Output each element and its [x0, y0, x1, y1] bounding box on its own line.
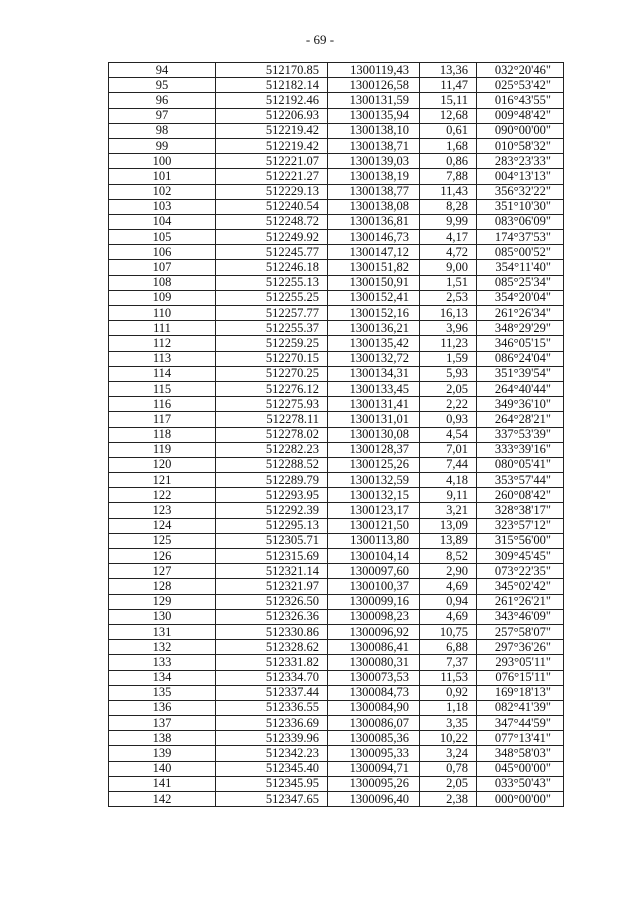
- distance-cell: 2,05: [420, 776, 477, 791]
- bearing-cell: 354°20'04": [477, 290, 564, 305]
- x-coordinate-cell: 512326.36: [216, 609, 328, 624]
- x-coordinate-cell: 512240.54: [216, 199, 328, 214]
- distance-cell: 6,88: [420, 640, 477, 655]
- point-number-cell: 98: [109, 123, 216, 138]
- distance-cell: 9,11: [420, 488, 477, 503]
- table-row: [109, 579, 564, 594]
- y-coordinate-cell: 1300131,59: [328, 93, 420, 108]
- point-number-cell: 114: [109, 366, 216, 381]
- x-coordinate-cell: 512245.77: [216, 245, 328, 260]
- bearing-cell: 257°58'07": [477, 624, 564, 639]
- table-row: [109, 792, 564, 807]
- table-row: [109, 761, 564, 776]
- table-row: [109, 533, 564, 548]
- x-coordinate-cell: 512321.14: [216, 564, 328, 579]
- table-row: [109, 488, 564, 503]
- point-number-cell: 142: [109, 792, 216, 807]
- point-number-cell: 118: [109, 427, 216, 442]
- point-number-cell: 110: [109, 306, 216, 321]
- bearing-cell: 293°05'11": [477, 655, 564, 670]
- distance-cell: 13,89: [420, 533, 477, 548]
- distance-cell: 3,96: [420, 321, 477, 336]
- distance-cell: 4,18: [420, 473, 477, 488]
- distance-cell: 13,36: [420, 63, 477, 78]
- distance-cell: 3,21: [420, 503, 477, 518]
- bearing-cell: 025°53'42": [477, 78, 564, 93]
- bearing-cell: 261°26'34": [477, 306, 564, 321]
- x-coordinate-cell: 512342.23: [216, 746, 328, 761]
- bearing-cell: 073°22'35": [477, 564, 564, 579]
- table-row: [109, 564, 564, 579]
- table-row: [109, 366, 564, 381]
- table-row: [109, 381, 564, 396]
- y-coordinate-cell: 1300096,92: [328, 624, 420, 639]
- table-row: [109, 655, 564, 670]
- bearing-cell: 264°40'44": [477, 381, 564, 396]
- y-coordinate-cell: 1300128,37: [328, 442, 420, 457]
- point-number-cell: 117: [109, 412, 216, 427]
- table-row: [109, 169, 564, 184]
- table-row: [109, 457, 564, 472]
- point-number-cell: 141: [109, 776, 216, 791]
- bearing-cell: 076°15'11": [477, 670, 564, 685]
- bearing-cell: 349°36'10": [477, 397, 564, 412]
- x-coordinate-cell: 512336.69: [216, 716, 328, 731]
- distance-cell: 7,44: [420, 457, 477, 472]
- y-coordinate-cell: 1300147,12: [328, 245, 420, 260]
- bearing-cell: 260°08'42": [477, 488, 564, 503]
- bearing-cell: 004°13'13": [477, 169, 564, 184]
- bearing-cell: 169°18'13": [477, 685, 564, 700]
- y-coordinate-cell: 1300136,21: [328, 321, 420, 336]
- table-row: [109, 230, 564, 245]
- table-row: [109, 503, 564, 518]
- distance-cell: 2,05: [420, 381, 477, 396]
- x-coordinate-cell: 512293.95: [216, 488, 328, 503]
- x-coordinate-cell: 512192.46: [216, 93, 328, 108]
- distance-cell: 7,37: [420, 655, 477, 670]
- bearing-cell: 354°11'40": [477, 260, 564, 275]
- distance-cell: 0,78: [420, 761, 477, 776]
- bearing-cell: 356°32'22": [477, 184, 564, 199]
- y-coordinate-cell: 1300094,71: [328, 761, 420, 776]
- bearing-cell: 309°45'45": [477, 549, 564, 564]
- point-number-cell: 122: [109, 488, 216, 503]
- table-row: [109, 442, 564, 457]
- y-coordinate-cell: 1300104,14: [328, 549, 420, 564]
- bearing-cell: 045°00'00": [477, 761, 564, 776]
- distance-cell: 8,52: [420, 549, 477, 564]
- bearing-cell: 343°46'09": [477, 609, 564, 624]
- point-number-cell: 131: [109, 624, 216, 639]
- point-number-cell: 107: [109, 260, 216, 275]
- table-row: [109, 78, 564, 93]
- point-number-cell: 133: [109, 655, 216, 670]
- point-number-cell: 103: [109, 199, 216, 214]
- x-coordinate-cell: 512315.69: [216, 549, 328, 564]
- point-number-cell: 138: [109, 731, 216, 746]
- table-row: [109, 351, 564, 366]
- y-coordinate-cell: 1300095,26: [328, 776, 420, 791]
- x-coordinate-cell: 512339.96: [216, 731, 328, 746]
- y-coordinate-cell: 1300138,19: [328, 169, 420, 184]
- y-coordinate-cell: 1300086,41: [328, 640, 420, 655]
- distance-cell: 9,99: [420, 214, 477, 229]
- distance-cell: 10,75: [420, 624, 477, 639]
- table-row: [109, 93, 564, 108]
- x-coordinate-cell: 512275.93: [216, 397, 328, 412]
- x-coordinate-cell: 512255.25: [216, 290, 328, 305]
- bearing-cell: 345°02'42": [477, 579, 564, 594]
- x-coordinate-cell: 512282.23: [216, 442, 328, 457]
- bearing-cell: 085°00'52": [477, 245, 564, 260]
- x-coordinate-cell: 512278.02: [216, 427, 328, 442]
- distance-cell: 2,53: [420, 290, 477, 305]
- distance-cell: 1,68: [420, 138, 477, 153]
- point-number-cell: 102: [109, 184, 216, 199]
- table-row: [109, 609, 564, 624]
- table-row: [109, 154, 564, 169]
- point-number-cell: 101: [109, 169, 216, 184]
- x-coordinate-cell: 512219.42: [216, 138, 328, 153]
- y-coordinate-cell: 1300130,08: [328, 427, 420, 442]
- point-number-cell: 140: [109, 761, 216, 776]
- x-coordinate-cell: 512221.27: [216, 169, 328, 184]
- point-number-cell: 113: [109, 351, 216, 366]
- point-number-cell: 120: [109, 457, 216, 472]
- table-row: [109, 184, 564, 199]
- y-coordinate-cell: 1300132,72: [328, 351, 420, 366]
- table-row: [109, 397, 564, 412]
- bearing-cell: 016°43'55": [477, 93, 564, 108]
- bearing-cell: 264°28'21": [477, 412, 564, 427]
- table-row: [109, 63, 564, 78]
- bearing-cell: 333°39'16": [477, 442, 564, 457]
- x-coordinate-cell: 512206.93: [216, 108, 328, 123]
- table-row: [109, 776, 564, 791]
- x-coordinate-cell: 512170.85: [216, 63, 328, 78]
- y-coordinate-cell: 1300098,23: [328, 609, 420, 624]
- y-coordinate-cell: 1300097,60: [328, 564, 420, 579]
- x-coordinate-cell: 512292.39: [216, 503, 328, 518]
- point-number-cell: 112: [109, 336, 216, 351]
- point-number-cell: 125: [109, 533, 216, 548]
- point-number-cell: 109: [109, 290, 216, 305]
- distance-cell: 13,09: [420, 518, 477, 533]
- x-coordinate-cell: 512345.95: [216, 776, 328, 791]
- distance-cell: 0,94: [420, 594, 477, 609]
- x-coordinate-cell: 512182.14: [216, 78, 328, 93]
- distance-cell: 7,88: [420, 169, 477, 184]
- distance-cell: 4,54: [420, 427, 477, 442]
- x-coordinate-cell: 512255.13: [216, 275, 328, 290]
- point-number-cell: 96: [109, 93, 216, 108]
- table-row: [109, 427, 564, 442]
- distance-cell: 3,24: [420, 746, 477, 761]
- distance-cell: 11,43: [420, 184, 477, 199]
- y-coordinate-cell: 1300123,17: [328, 503, 420, 518]
- table-row: [109, 670, 564, 685]
- table-row: [109, 321, 564, 336]
- y-coordinate-cell: 1300113,80: [328, 533, 420, 548]
- point-number-cell: 116: [109, 397, 216, 412]
- distance-cell: 3,35: [420, 716, 477, 731]
- table-row: [109, 518, 564, 533]
- bearing-cell: 261°26'21": [477, 594, 564, 609]
- distance-cell: 0,93: [420, 412, 477, 427]
- bearing-cell: 077°13'41": [477, 731, 564, 746]
- bearing-cell: 085°25'34": [477, 275, 564, 290]
- distance-cell: 5,93: [420, 366, 477, 381]
- point-number-cell: 123: [109, 503, 216, 518]
- table-row: [109, 138, 564, 153]
- table-row: [109, 685, 564, 700]
- point-number-cell: 134: [109, 670, 216, 685]
- y-coordinate-cell: 1300085,36: [328, 731, 420, 746]
- table-row: [109, 746, 564, 761]
- point-number-cell: 126: [109, 549, 216, 564]
- table-row: [109, 260, 564, 275]
- x-coordinate-cell: 512249.92: [216, 230, 328, 245]
- x-coordinate-cell: 512347.65: [216, 792, 328, 807]
- point-number-cell: 130: [109, 609, 216, 624]
- y-coordinate-cell: 1300131,41: [328, 397, 420, 412]
- table-row: [109, 306, 564, 321]
- y-coordinate-cell: 1300080,31: [328, 655, 420, 670]
- x-coordinate-cell: 512278.11: [216, 412, 328, 427]
- bearing-cell: 348°58'03": [477, 746, 564, 761]
- bearing-cell: 032°20'46": [477, 63, 564, 78]
- point-number-cell: 100: [109, 154, 216, 169]
- point-number-cell: 128: [109, 579, 216, 594]
- y-coordinate-cell: 1300073,53: [328, 670, 420, 685]
- bearing-cell: 353°57'44": [477, 473, 564, 488]
- y-coordinate-cell: 1300095,33: [328, 746, 420, 761]
- x-coordinate-cell: 512289.79: [216, 473, 328, 488]
- table-row: [109, 108, 564, 123]
- x-coordinate-cell: 512229.13: [216, 184, 328, 199]
- point-number-cell: 104: [109, 214, 216, 229]
- distance-cell: 11,47: [420, 78, 477, 93]
- distance-cell: 7,01: [420, 442, 477, 457]
- x-coordinate-cell: 512255.37: [216, 321, 328, 336]
- bearing-cell: 351°10'30": [477, 199, 564, 214]
- x-coordinate-cell: 512259.25: [216, 336, 328, 351]
- distance-cell: 0,92: [420, 685, 477, 700]
- x-coordinate-cell: 512295.13: [216, 518, 328, 533]
- y-coordinate-cell: 1300086,07: [328, 716, 420, 731]
- point-number-cell: 111: [109, 321, 216, 336]
- bearing-cell: 323°57'12": [477, 518, 564, 533]
- x-coordinate-cell: 512345.40: [216, 761, 328, 776]
- y-coordinate-cell: 1300119,43: [328, 63, 420, 78]
- bearing-cell: 283°23'33": [477, 154, 564, 169]
- table-row: [109, 640, 564, 655]
- bearing-cell: 351°39'54": [477, 366, 564, 381]
- table-row: [109, 700, 564, 715]
- coordinates-table: [108, 62, 564, 807]
- x-coordinate-cell: 512326.50: [216, 594, 328, 609]
- table-row: [109, 624, 564, 639]
- y-coordinate-cell: 1300084,73: [328, 685, 420, 700]
- x-coordinate-cell: 512330.86: [216, 624, 328, 639]
- y-coordinate-cell: 1300150,91: [328, 275, 420, 290]
- y-coordinate-cell: 1300132,59: [328, 473, 420, 488]
- y-coordinate-cell: 1300099,16: [328, 594, 420, 609]
- point-number-cell: 99: [109, 138, 216, 153]
- x-coordinate-cell: 512270.25: [216, 366, 328, 381]
- point-number-cell: 136: [109, 700, 216, 715]
- x-coordinate-cell: 512321.97: [216, 579, 328, 594]
- x-coordinate-cell: 512257.77: [216, 306, 328, 321]
- table-row: [109, 245, 564, 260]
- x-coordinate-cell: 512334.70: [216, 670, 328, 685]
- y-coordinate-cell: 1300135,42: [328, 336, 420, 351]
- table-row: [109, 336, 564, 351]
- point-number-cell: 132: [109, 640, 216, 655]
- table-row: [109, 549, 564, 564]
- y-coordinate-cell: 1300138,10: [328, 123, 420, 138]
- bearing-cell: 010°58'32": [477, 138, 564, 153]
- x-coordinate-cell: 512221.07: [216, 154, 328, 169]
- distance-cell: 11,23: [420, 336, 477, 351]
- point-number-cell: 127: [109, 564, 216, 579]
- point-number-cell: 121: [109, 473, 216, 488]
- distance-cell: 10,22: [420, 731, 477, 746]
- x-coordinate-cell: 512246.18: [216, 260, 328, 275]
- distance-cell: 16,13: [420, 306, 477, 321]
- table-row: [109, 594, 564, 609]
- x-coordinate-cell: 512328.62: [216, 640, 328, 655]
- y-coordinate-cell: 1300096,40: [328, 792, 420, 807]
- y-coordinate-cell: 1300134,31: [328, 366, 420, 381]
- distance-cell: 9,00: [420, 260, 477, 275]
- point-number-cell: 105: [109, 230, 216, 245]
- y-coordinate-cell: 1300152,16: [328, 306, 420, 321]
- distance-cell: 2,90: [420, 564, 477, 579]
- table-row: [109, 412, 564, 427]
- bearing-cell: 346°05'15": [477, 336, 564, 351]
- distance-cell: 4,17: [420, 230, 477, 245]
- distance-cell: 2,22: [420, 397, 477, 412]
- distance-cell: 4,69: [420, 609, 477, 624]
- bearing-cell: 348°29'29": [477, 321, 564, 336]
- y-coordinate-cell: 1300121,50: [328, 518, 420, 533]
- y-coordinate-cell: 1300125,26: [328, 457, 420, 472]
- x-coordinate-cell: 512336.55: [216, 700, 328, 715]
- bearing-cell: 315°56'00": [477, 533, 564, 548]
- bearing-cell: 086°24'04": [477, 351, 564, 366]
- y-coordinate-cell: 1300138,77: [328, 184, 420, 199]
- distance-cell: 0,86: [420, 154, 477, 169]
- y-coordinate-cell: 1300146,73: [328, 230, 420, 245]
- distance-cell: 2,38: [420, 792, 477, 807]
- distance-cell: 12,68: [420, 108, 477, 123]
- bearing-cell: 080°05'41": [477, 457, 564, 472]
- distance-cell: 0,61: [420, 123, 477, 138]
- table-row: [109, 473, 564, 488]
- bearing-cell: 033°50'43": [477, 776, 564, 791]
- point-number-cell: 115: [109, 381, 216, 396]
- point-number-cell: 94: [109, 63, 216, 78]
- table-row: [109, 123, 564, 138]
- bearing-cell: 000°00'00": [477, 792, 564, 807]
- point-number-cell: 135: [109, 685, 216, 700]
- table-row: [109, 275, 564, 290]
- bearing-cell: 009°48'42": [477, 108, 564, 123]
- point-number-cell: 106: [109, 245, 216, 260]
- point-number-cell: 137: [109, 716, 216, 731]
- x-coordinate-cell: 512288.52: [216, 457, 328, 472]
- x-coordinate-cell: 512337.44: [216, 685, 328, 700]
- bearing-cell: 082°41'39": [477, 700, 564, 715]
- distance-cell: 1,59: [420, 351, 477, 366]
- x-coordinate-cell: 512248.72: [216, 214, 328, 229]
- y-coordinate-cell: 1300138,08: [328, 199, 420, 214]
- bearing-cell: 174°37'53": [477, 230, 564, 245]
- y-coordinate-cell: 1300126,58: [328, 78, 420, 93]
- y-coordinate-cell: 1300139,03: [328, 154, 420, 169]
- y-coordinate-cell: 1300138,71: [328, 138, 420, 153]
- table-row: [109, 731, 564, 746]
- point-number-cell: 95: [109, 78, 216, 93]
- x-coordinate-cell: 512276.12: [216, 381, 328, 396]
- distance-cell: 8,28: [420, 199, 477, 214]
- coordinates-table-body: [109, 63, 564, 807]
- distance-cell: 15,11: [420, 93, 477, 108]
- y-coordinate-cell: 1300135,94: [328, 108, 420, 123]
- y-coordinate-cell: 1300084,90: [328, 700, 420, 715]
- x-coordinate-cell: 512219.42: [216, 123, 328, 138]
- bearing-cell: 347°44'59": [477, 716, 564, 731]
- x-coordinate-cell: 512305.71: [216, 533, 328, 548]
- point-number-cell: 124: [109, 518, 216, 533]
- y-coordinate-cell: 1300132,15: [328, 488, 420, 503]
- x-coordinate-cell: 512331.82: [216, 655, 328, 670]
- table-row: [109, 199, 564, 214]
- point-number-cell: 139: [109, 746, 216, 761]
- distance-cell: 1,18: [420, 700, 477, 715]
- y-coordinate-cell: 1300131,01: [328, 412, 420, 427]
- table-row: [109, 290, 564, 305]
- distance-cell: 1,51: [420, 275, 477, 290]
- y-coordinate-cell: 1300151,82: [328, 260, 420, 275]
- distance-cell: 4,69: [420, 579, 477, 594]
- y-coordinate-cell: 1300152,41: [328, 290, 420, 305]
- y-coordinate-cell: 1300136,81: [328, 214, 420, 229]
- distance-cell: 4,72: [420, 245, 477, 260]
- point-number-cell: 108: [109, 275, 216, 290]
- bearing-cell: 297°36'26": [477, 640, 564, 655]
- bearing-cell: 337°53'39": [477, 427, 564, 442]
- y-coordinate-cell: 1300133,45: [328, 381, 420, 396]
- y-coordinate-cell: 1300100,37: [328, 579, 420, 594]
- point-number-cell: 97: [109, 108, 216, 123]
- table-row: [109, 716, 564, 731]
- bearing-cell: 083°06'09": [477, 214, 564, 229]
- bearing-cell: 090°00'00": [477, 123, 564, 138]
- point-number-cell: 129: [109, 594, 216, 609]
- table-row: [109, 214, 564, 229]
- distance-cell: 11,53: [420, 670, 477, 685]
- page-number: - 69 -: [305, 32, 335, 47]
- bearing-cell: 328°38'17": [477, 503, 564, 518]
- point-number-cell: 119: [109, 442, 216, 457]
- x-coordinate-cell: 512270.15: [216, 351, 328, 366]
